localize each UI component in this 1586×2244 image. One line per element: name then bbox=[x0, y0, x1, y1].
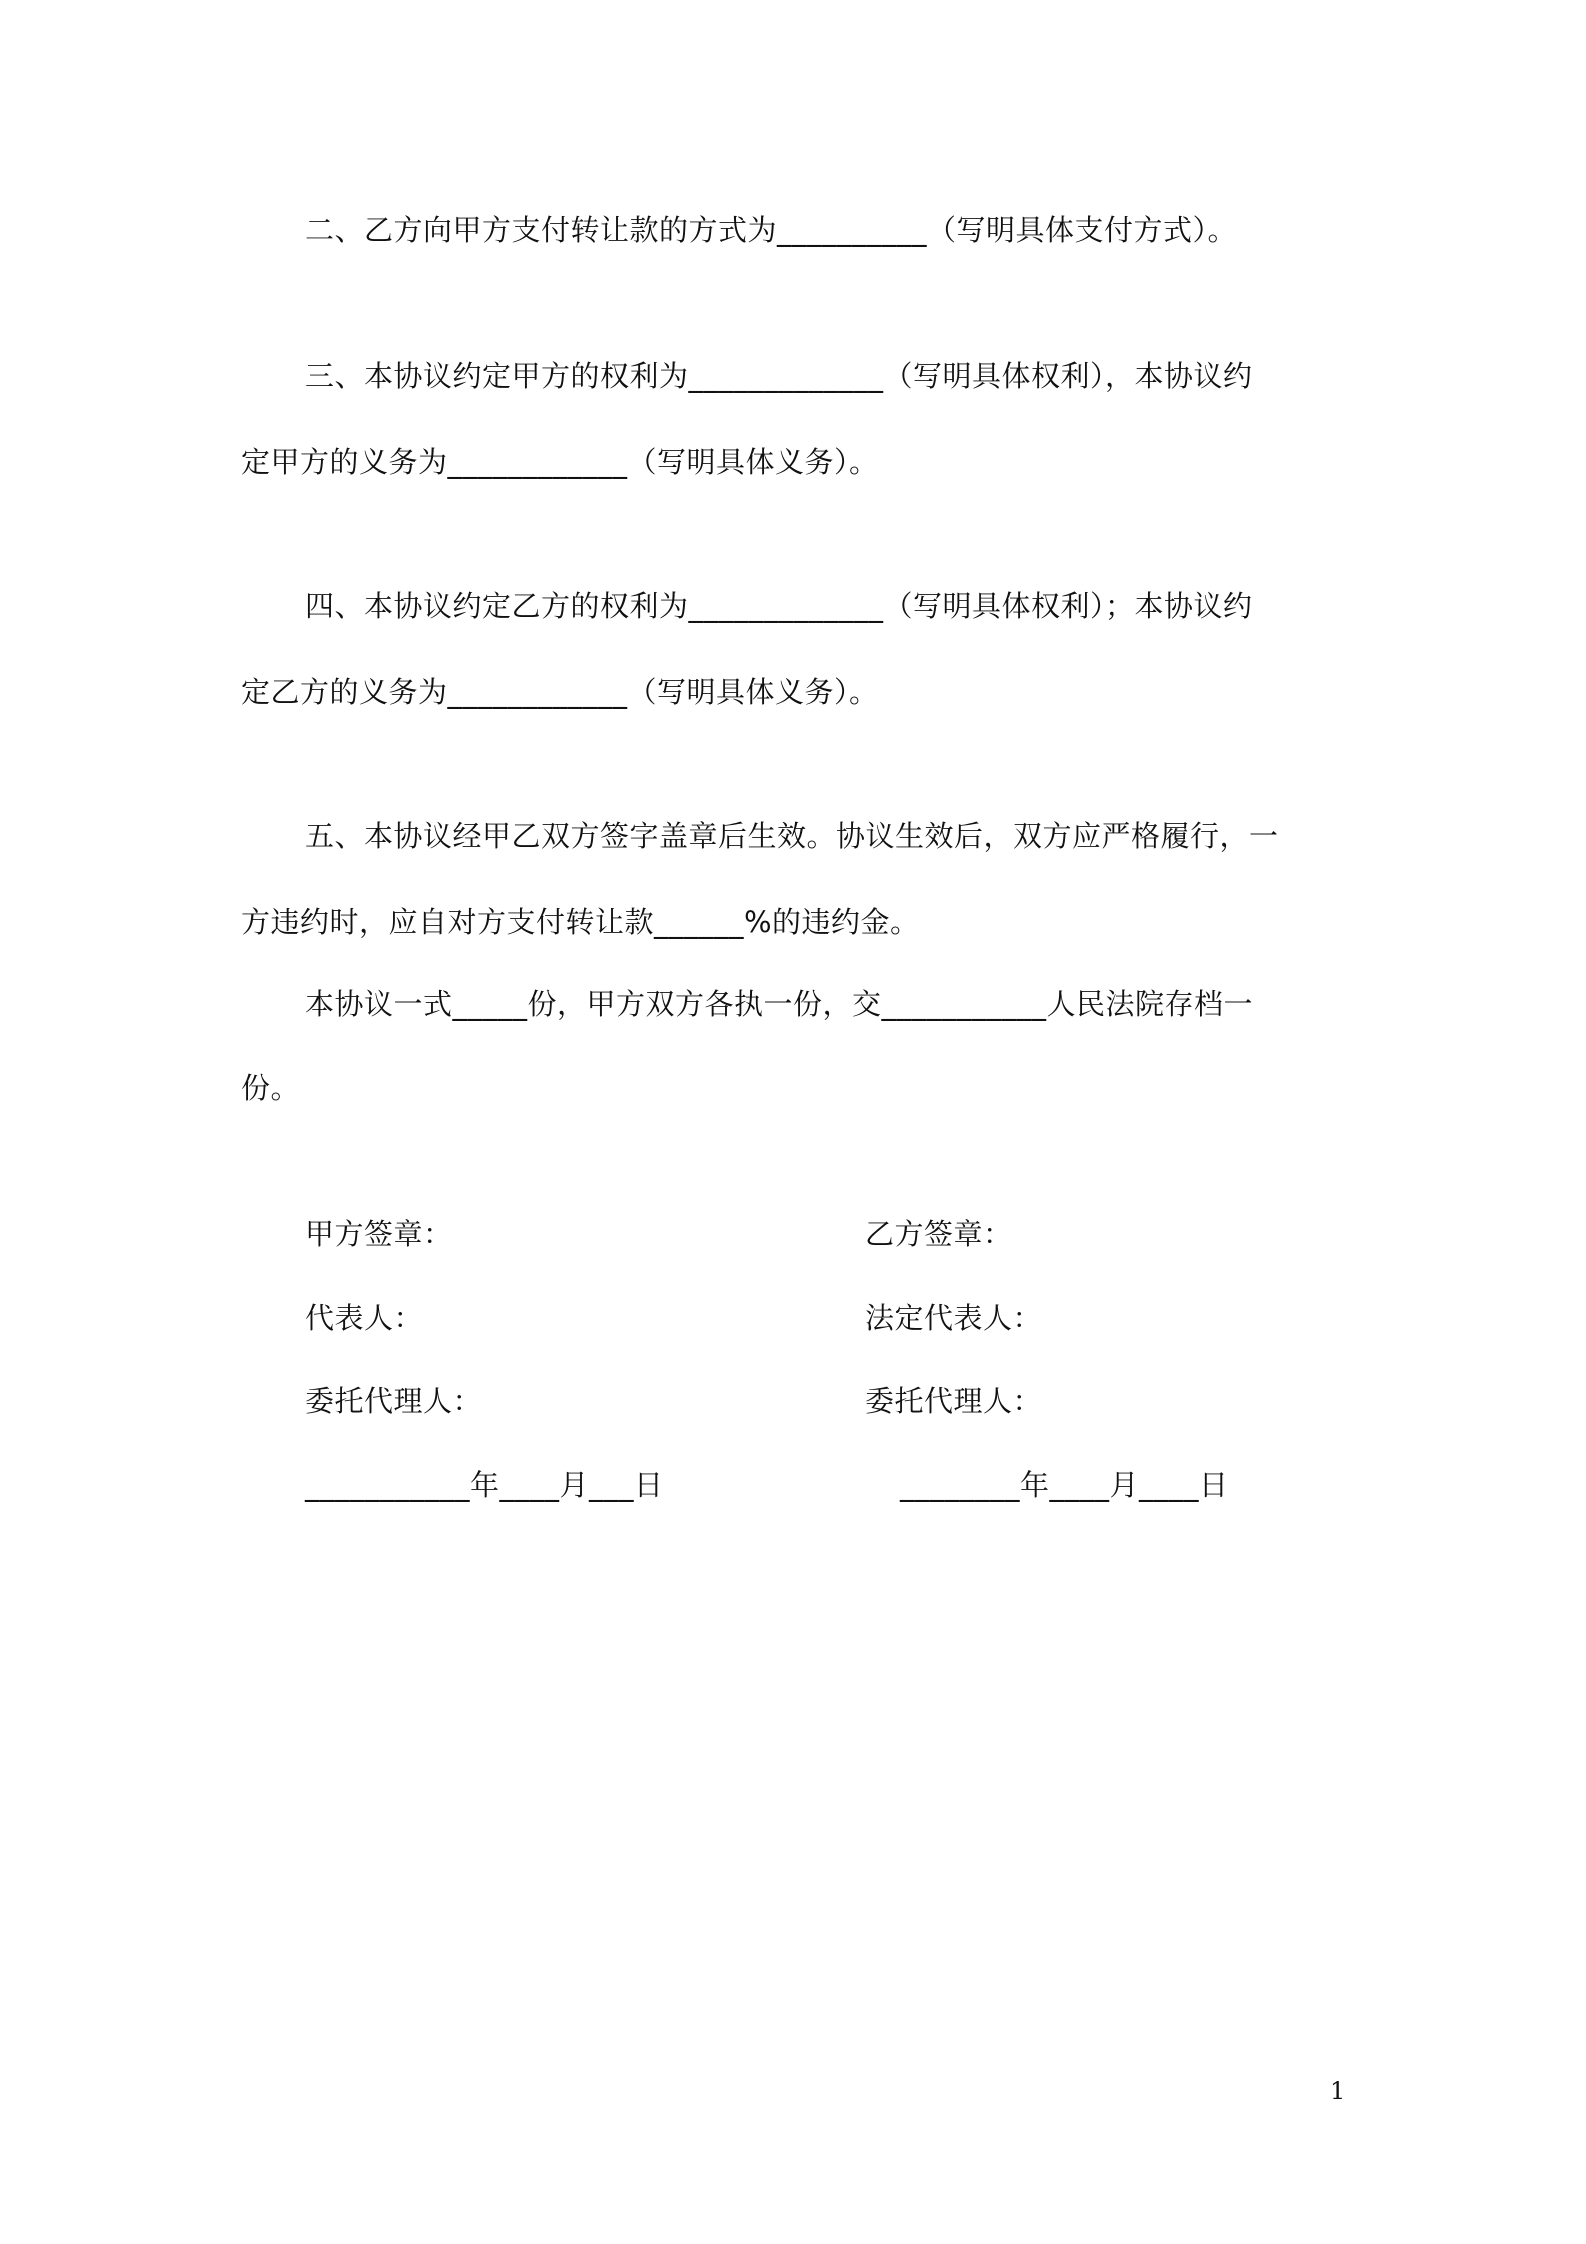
clause-4-line-1: 四、本协议约定乙方的权利为_____________（写明具体权利）；本协议约 bbox=[305, 589, 1253, 623]
clause-5-line-1: 五、本协议经甲乙双方签字盖章后生效。协议生效后，双方应严格履行，一 bbox=[305, 819, 1279, 853]
page-number: 1 bbox=[1330, 2077, 1346, 2105]
party-a-representative-label: 代表人： bbox=[305, 1301, 424, 1335]
clause-4-line-2: 定乙方的义务为____________（写明具体义务）。 bbox=[241, 675, 879, 709]
copies-clause-line-1: 本协议一式_____份，甲方双方各执一份，交___________人民法院存档一 bbox=[305, 987, 1254, 1021]
party-a-agent-label: 委托代理人： bbox=[305, 1384, 483, 1418]
party-b-seal-label: 乙方签章： bbox=[865, 1217, 1013, 1251]
party-b-representative-label: 法定代表人： bbox=[865, 1301, 1043, 1335]
party-b-date-line: ________年____月____日 bbox=[900, 1468, 1229, 1502]
copies-clause-line-2: 份。 bbox=[241, 1071, 301, 1105]
clause-3-line-2: 定甲方的义务为____________（写明具体义务）。 bbox=[241, 445, 879, 479]
clause-2-line-1: 二、乙方向甲方支付转让款的方式为__________（写明具体支付方式）。 bbox=[305, 213, 1238, 247]
party-b-agent-label: 委托代理人： bbox=[865, 1384, 1043, 1418]
clause-5-line-2: 方违约时，应自对方支付转让款______%的违约金。 bbox=[241, 905, 920, 939]
party-a-seal-label: 甲方签章： bbox=[305, 1217, 453, 1251]
clause-3-line-1: 三、本协议约定甲方的权利为_____________（写明具体权利），本协议约 bbox=[305, 359, 1253, 393]
party-a-date-line: ___________年____月___日 bbox=[305, 1468, 664, 1502]
